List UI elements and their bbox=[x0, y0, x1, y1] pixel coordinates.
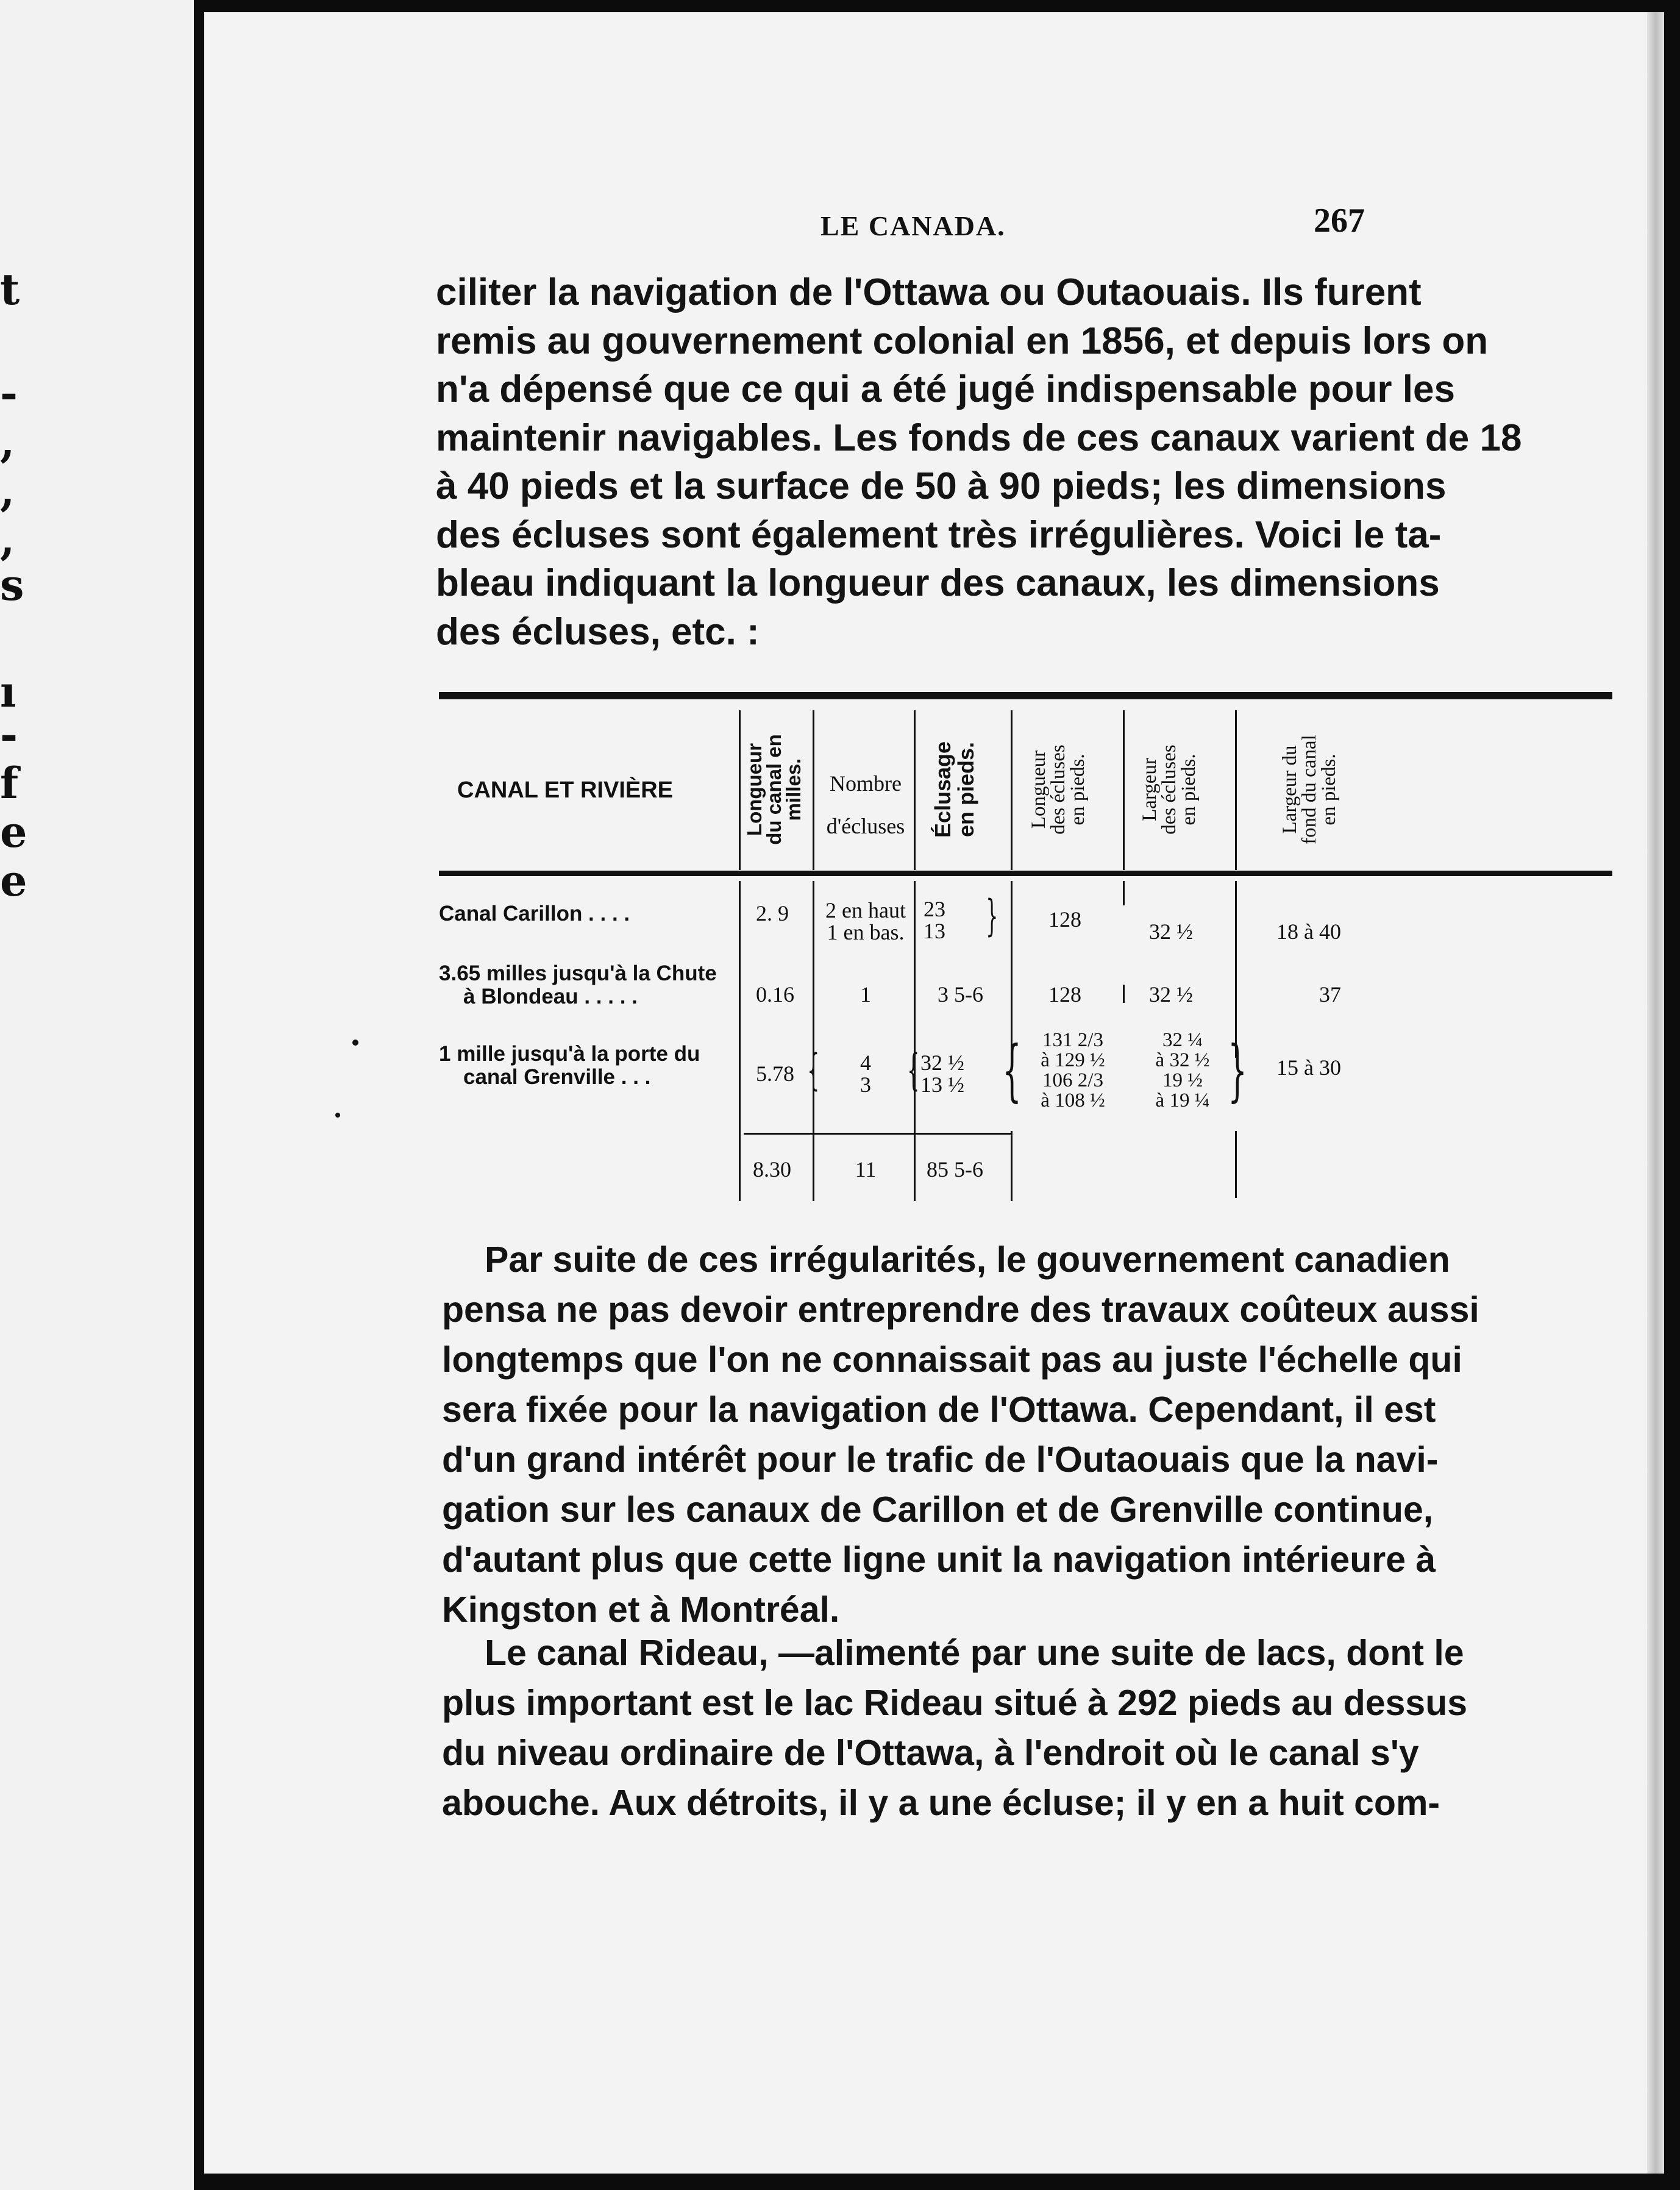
brace-icon: } bbox=[1228, 1031, 1247, 1109]
row-nombre: 4 3 bbox=[860, 1050, 871, 1097]
ink-speck bbox=[335, 1113, 340, 1118]
header-canal-riviere: CANAL ET RIVIÈRE bbox=[457, 777, 674, 803]
margin-char: , bbox=[0, 416, 15, 467]
text-line: maintenir navigables. Les fonds de ces canaux varient de 18 bbox=[436, 416, 1522, 459]
table-header-rule bbox=[439, 871, 1612, 876]
text-line: remis au gouvernement colonial en 1856, et depuis lors on bbox=[436, 319, 1489, 362]
row-longueur-ecluses: 128 bbox=[1048, 982, 1081, 1007]
margin-char: , bbox=[0, 465, 15, 516]
column-divider bbox=[813, 881, 814, 1201]
row-canal-name: 1 mille jusqu'à la porte du canal Grenville . . . bbox=[439, 1042, 700, 1089]
row-longueur: 2. 9 bbox=[756, 901, 789, 926]
text-line: pensa ne pas devoir entreprendre des travaux coûteux aussi bbox=[442, 1289, 1479, 1330]
header-nombre-ecluses: Nombre d'écluses bbox=[826, 771, 905, 838]
left-page-fragment bbox=[0, 0, 194, 2190]
text-line: des écluses, etc. : bbox=[436, 610, 760, 653]
row-nombre: 2 en haut 1 en bas. bbox=[825, 898, 906, 944]
text-line: Le canal Rideau, —alimenté par une suite de lacs, dont le bbox=[485, 1633, 1464, 1673]
page bbox=[204, 12, 1664, 2174]
left-page-margin-characters bbox=[0, 0, 37, 2190]
row-nombre: 1 bbox=[860, 982, 871, 1007]
running-title: LE CANADA. bbox=[820, 210, 1006, 241]
row-canal-name: Canal Carillon . . . . bbox=[439, 902, 630, 926]
column-divider bbox=[914, 710, 916, 870]
row-largeur-ecluses: 32 ½ bbox=[1149, 982, 1193, 1007]
text-line: ciliter la navigation de l'Ottawa ou Outaouais. Ils furent bbox=[436, 271, 1422, 313]
row-largeur-fond: 18 à 40 bbox=[1276, 919, 1341, 944]
text-line: sera fixée pour la navigation de l'Ottawa. Cependant, il est bbox=[442, 1389, 1436, 1430]
text-line: d'un grand intérêt pour le trafic de l'Outaouais que la navi- bbox=[442, 1439, 1439, 1480]
row-longueur: 5.78 bbox=[756, 1061, 794, 1086]
column-divider bbox=[1123, 710, 1125, 870]
canal-table bbox=[439, 692, 1612, 1204]
column-divider bbox=[1235, 1131, 1237, 1198]
running-header bbox=[204, 201, 1664, 250]
total-nombre: 11 bbox=[855, 1157, 877, 1182]
text-line: du niveau ordinaire de l'Ottawa, à l'endroit où le canal s'y bbox=[442, 1733, 1419, 1773]
column-divider bbox=[1011, 1131, 1013, 1201]
margin-char: - bbox=[0, 709, 18, 760]
totals-rule bbox=[744, 1133, 1012, 1135]
brace-icon: { bbox=[907, 1045, 920, 1095]
row-longueur-ecluses: 131 2/3 à 129 ½ 106 2/3 à 108 ½ bbox=[1041, 1029, 1105, 1111]
column-divider bbox=[739, 710, 741, 870]
header-largeur-ecluses: Largeur des écluses en pieds. bbox=[1139, 744, 1200, 835]
row-eclusage: 32 ½ 13 ½ bbox=[920, 1050, 964, 1097]
paragraph-canal-rideau bbox=[442, 1628, 1567, 1828]
text-line: à 40 pieds et la surface de 50 à 90 pieds; les dimensions bbox=[436, 465, 1447, 507]
column-divider bbox=[1235, 710, 1237, 870]
column-divider bbox=[1123, 985, 1125, 1003]
header-longueur-canal: Longueur du canal en milles. bbox=[743, 734, 805, 845]
margin-char: t bbox=[0, 264, 20, 315]
column-divider bbox=[813, 710, 814, 870]
margin-char: f bbox=[0, 758, 19, 808]
text-line: d'autant plus que cette ligne unit la navigation intérieure à bbox=[442, 1539, 1436, 1580]
row-eclusage: 3 5-6 bbox=[938, 982, 983, 1007]
margin-char: e bbox=[0, 855, 27, 906]
text-line: des écluses sont également très irrégulières. Voici le ta- bbox=[436, 513, 1442, 556]
text-line: Par suite de ces irrégularités, le gouvernement canadien bbox=[485, 1239, 1450, 1280]
page-number: 267 bbox=[1314, 202, 1365, 240]
row-largeur-fond: 15 à 30 bbox=[1276, 1055, 1341, 1080]
text-line: Kingston et à Montréal. bbox=[442, 1589, 840, 1630]
text-line: bleau indiquant la longueur des canaux, les dimensions bbox=[436, 562, 1440, 604]
margin-char: s bbox=[0, 560, 24, 610]
row-largeur-ecluses: 32 ½ bbox=[1149, 919, 1193, 944]
row-longueur: 0.16 bbox=[756, 982, 794, 1007]
margin-char: ı bbox=[0, 666, 16, 717]
text-line: plus important est le lac Rideau situé à 292 pieds au dessus bbox=[442, 1683, 1468, 1723]
column-divider bbox=[739, 881, 741, 1201]
column-divider bbox=[1123, 881, 1125, 905]
margin-char: e bbox=[0, 807, 27, 857]
header-longueur-ecluses: Longueur des écluses en pieds. bbox=[1028, 744, 1089, 835]
brace-icon: { bbox=[807, 1045, 820, 1095]
header-largeur-fond: Largeur du fond du canal en pieds. bbox=[1279, 735, 1340, 844]
ink-speck bbox=[352, 1040, 358, 1046]
text-line: longtemps que l'on ne connaissait pas au juste l'échelle qui bbox=[442, 1339, 1462, 1380]
row-largeur-fond: 37 bbox=[1319, 982, 1341, 1007]
margin-char: - bbox=[0, 368, 18, 418]
brace-icon: } bbox=[986, 891, 998, 941]
brace-icon: { bbox=[1002, 1031, 1022, 1109]
text-line: n'a dépensé que ce qui a été jugé indispensable pour les bbox=[436, 368, 1455, 410]
row-largeur-ecluses: 32 ¼ à 32 ½ 19 ½ à 19 ¼ bbox=[1155, 1029, 1210, 1111]
column-divider bbox=[914, 881, 916, 1201]
text-line: gation sur les canaux de Carillon et de Grenville continue, bbox=[442, 1489, 1434, 1530]
row-longueur-ecluses: 128 bbox=[1048, 907, 1081, 932]
margin-char: , bbox=[0, 514, 15, 565]
total-eclusage: 85 5-6 bbox=[927, 1157, 983, 1182]
row-eclusage: 23 13 bbox=[924, 897, 945, 943]
paragraph-intro bbox=[436, 268, 1564, 656]
total-longueur: 8.30 bbox=[753, 1157, 791, 1182]
column-divider bbox=[1011, 710, 1013, 870]
table-top-rule bbox=[439, 692, 1612, 699]
paragraph-irregularites bbox=[442, 1235, 1567, 1635]
text-line: abouche. Aux détroits, il y a une écluse; il y en a huit com- bbox=[442, 1783, 1440, 1823]
page-edge bbox=[1647, 12, 1664, 2174]
header-eclusage: Éclusage en pieds. bbox=[930, 741, 978, 838]
row-canal-name: 3.65 milles jusqu'à la Chute à Blondeau . . . . . bbox=[439, 961, 717, 1008]
